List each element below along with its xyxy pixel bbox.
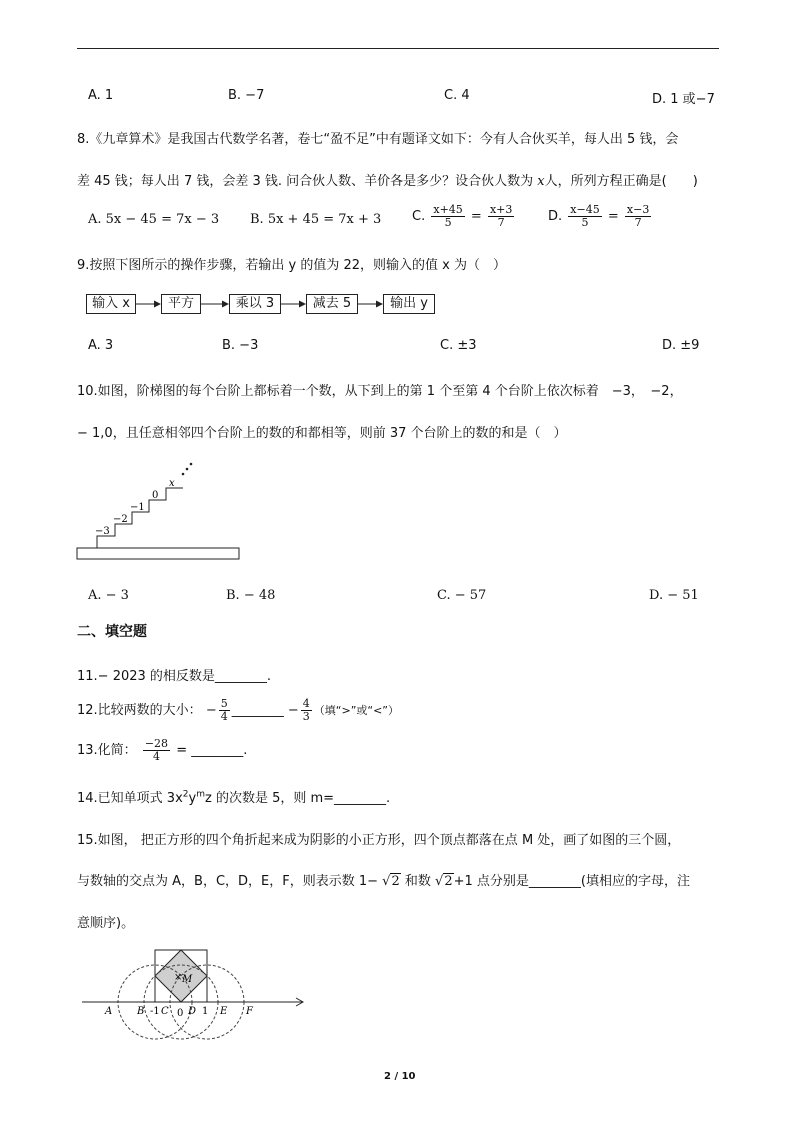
q15-text-line1: 15.如图， 把正方形的四个角折起来成为阴影的小正方形，四个顶点都落在点 M 处，画了如图的三个圆， — [77, 833, 681, 848]
axis-label-e: E — [220, 1006, 228, 1017]
section-title-fill-in: 二、填空题 — [77, 624, 147, 640]
q8-option-a: A. 5x − 45 = 7x − 3 — [88, 212, 220, 227]
q9-text: 9.按照下图所示的操作步骤，若输出 y 的值为 22，则输入的值 x 为（ ） — [77, 258, 506, 273]
staircase-base — [77, 548, 239, 559]
page-number: 2 / 10 — [384, 1071, 416, 1082]
stair-label-1: −3 — [95, 526, 110, 537]
q7-option-d: D. 1 或−7 — [652, 92, 715, 107]
flow-arrows — [80, 290, 450, 320]
flow-step-minus5: 减去 5 — [306, 294, 358, 314]
stair-label-4: 0 — [152, 490, 159, 501]
flow-step-output: 输出 y — [383, 294, 435, 314]
stair-dot-2 — [186, 468, 189, 471]
q7-option-a: A. 1 — [88, 88, 114, 103]
q8-option-d: D. $\frac{x-45}{5}$ = $\frac{x-3}{7}$ — [548, 203, 650, 229]
q10-text-line2: − 1,0，且任意相邻四个台阶上的数的和都相等，则前 37 个台阶上的数的和是（ ） — [77, 426, 567, 441]
stair-dot-3 — [190, 463, 193, 466]
flow-step-times3: 乘以 3 — [229, 294, 281, 314]
axis-label-a: A — [105, 1006, 113, 1017]
point-m-label: M — [182, 974, 193, 985]
q8-option-c: C. $\frac{x+45}{5}$ = $\frac{x+3}{7}$ — [412, 203, 513, 229]
q8-text-line2: 差 45 钱；每人出 7 钱，会差 3 钱. 问合伙人数、羊价各是多少？设合伙人数为 x人，所列方程正确是( ) — [77, 174, 698, 189]
q9-option-b: B. −3 — [222, 338, 259, 353]
point-m-mark: × — [174, 972, 183, 983]
staircase-steps — [97, 488, 183, 548]
q10-text-line1: 10.如图，阶梯图的每个台阶上都标着一个数，从下到上的第 1 个至第 4 个台阶上依次标着 −3， −2， — [77, 384, 683, 399]
q7-option-b: B. −7 — [228, 88, 265, 103]
q10-option-b: B. − 48 — [226, 588, 276, 603]
q15-text-line3: 意顺序)。 — [77, 916, 135, 931]
number-line-figure — [80, 948, 310, 1048]
q13-text: 13.化简： $\frac{-28}{4}$ = ________. — [77, 737, 248, 763]
axis-label-b: B — [137, 1006, 145, 1017]
q12-text: 12.比较两数的大小： − $\frac{5}{4}$ ________ − $\frac{4}{3}$ （填“>”或“<”） — [77, 697, 400, 723]
axis-label-one: 1 — [202, 1006, 209, 1017]
q9-option-d: D. ±9 — [662, 338, 700, 353]
axis-label-zero: 0 — [177, 1008, 184, 1019]
q8-variable: x — [537, 174, 545, 189]
stair-label-3: −1 — [130, 502, 145, 513]
flow-step-input: 输入 x — [86, 294, 136, 314]
q10-option-c: C. − 57 — [437, 588, 487, 603]
q9-option-c: C. ±3 — [440, 338, 477, 353]
q10-option-a: A. − 3 — [88, 588, 129, 603]
axis-label-minus1: -1 — [150, 1006, 160, 1017]
axis-label-c: C — [161, 1006, 169, 1017]
axis-label-f: F — [246, 1006, 253, 1017]
q10-option-d: D. − 51 — [649, 588, 699, 603]
axis-label-d: D — [188, 1006, 197, 1017]
q7-option-c: C. 4 — [444, 88, 470, 103]
q9-option-a: A. 3 — [88, 338, 114, 353]
stair-label-2: −2 — [113, 514, 128, 525]
q11-text: 11.− 2023 的相反数是________. — [77, 669, 272, 684]
header-rule — [77, 48, 719, 49]
stair-label-5: x — [169, 478, 175, 489]
stair-dot-1 — [182, 473, 185, 476]
q8-option-b: B. 5x + 45 = 7x + 3 — [250, 212, 382, 227]
q14-text: 14.已知单项式 $3x^2y^mz$ 的次数是 5，则 m=________. — [77, 789, 391, 806]
staircase-figure — [70, 450, 250, 568]
flow-step-square: 平方 — [161, 294, 201, 314]
q15-text-line2: 与数轴的交点为 A，B，C，D，E，F，则表示数 1− √ 2 和数 √ 2 +1 点分别是________(填相应的字母，注 — [77, 874, 690, 889]
q8-text-line1: 8.《九章算术》是我国古代数学名著，卷七“盈不足”中有题译文如下：今有人合伙买羊，每人出 5 钱，会 — [77, 132, 679, 147]
